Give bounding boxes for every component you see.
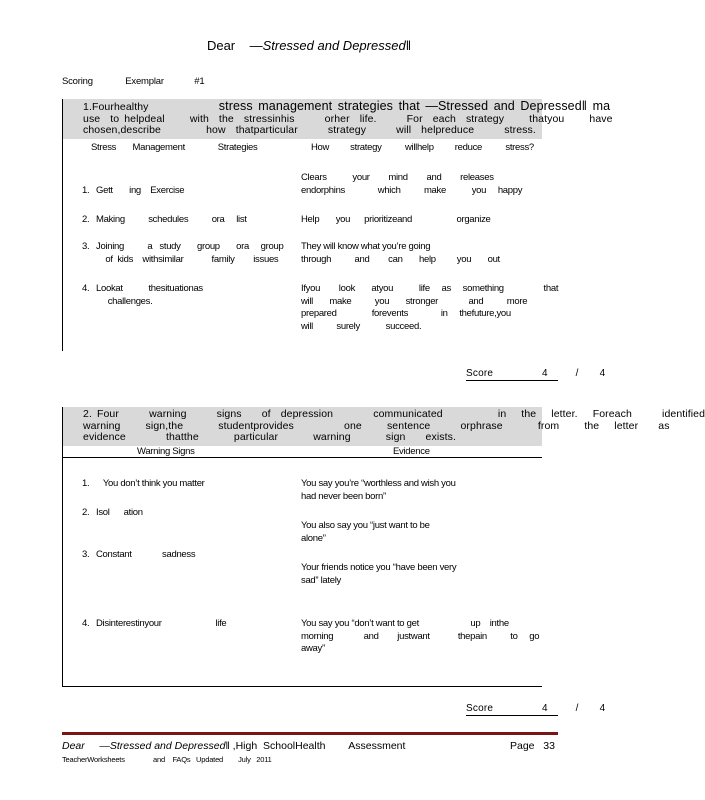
exemplar-number: #1 — [194, 76, 205, 87]
row-number: 1. — [82, 478, 90, 489]
q1-score — [466, 368, 605, 379]
strategy-reason: Help you prioritizeand organize — [301, 214, 491, 225]
score-label: Score — [466, 368, 494, 379]
warning-sign: Isol ation — [96, 507, 143, 518]
q2-score — [466, 703, 605, 714]
q1-col-strategy: Stress Management Strategies — [91, 141, 258, 153]
q2-col-warning-signs: Warning Signs — [137, 445, 195, 457]
title-dear: Dear — [206, 38, 236, 53]
strategy-text: Joining a study group ora group of kids withsimilar family issues — [96, 241, 284, 265]
scoring-label: Scoring — [62, 76, 93, 87]
footer-rule — [62, 732, 558, 735]
row-number: 3. — [82, 241, 90, 252]
question-1-prompt — [63, 99, 613, 139]
row-number: 3. — [82, 549, 90, 560]
scoring-header — [62, 76, 204, 87]
footer-dear: Dear — [62, 740, 85, 752]
page-title — [0, 38, 618, 53]
warning-sign: Disinterestinyour life — [96, 618, 227, 629]
evidence-text: You say you “don’t want to get up inthe morning and justwant thepain to go away” — [301, 618, 540, 654]
warning-sign: Constant sadness — [96, 549, 196, 560]
footer-line-2: TeacherWorksheets and FAQs Updated July 2011 — [62, 755, 272, 764]
row-number: 1. — [82, 185, 90, 196]
warning-sign: You don’t think you matter — [96, 478, 205, 489]
q1-prompt-a: 1.Fourhealthy — [83, 101, 149, 113]
page-number: Page 33 — [510, 740, 555, 752]
strategy-reason: Clears your mind and releases endorphins which make you happy — [301, 172, 523, 196]
strategy-text: Making schedules ora list — [96, 214, 247, 225]
q2-prompt-line3: evidence thatthe particular warning sign exists. — [83, 431, 456, 443]
score-label: Score — [466, 703, 494, 714]
q2-column-headers — [63, 446, 542, 458]
strategy-text: Lookat thesituationas challenges. — [96, 283, 203, 307]
evidence-text: Your friends notice you “have been very sad” lately — [301, 562, 457, 586]
footer-italic-title: —Stressed and Depressed‖ — [99, 740, 230, 752]
row-number: 4. — [82, 618, 90, 629]
q1-col-how: How strategy willhelp reduce stress? — [311, 141, 534, 153]
q2-col-evidence: Evidence — [393, 445, 430, 457]
footer-title — [62, 740, 405, 752]
strategy-reason: Ifyou look atyou life as something that will make you stronger and more prepared forevents in thefuture,you will surely succeed. — [301, 283, 559, 332]
score-value: 4 / 4 — [541, 703, 606, 714]
strategy-reason: They will know what you’re going through and can help you out — [301, 241, 500, 265]
footer-rest: ,High SchoolHealth Assessment — [229, 740, 406, 752]
row-number: 4. — [82, 283, 90, 294]
q2-prompt-line1: 2. Four warning signs of depression communicated in the letter. Foreach identified — [83, 408, 705, 420]
q1-prompt-b: stress management strategies that —Stressed and Depressed‖ ma — [218, 99, 611, 113]
question-2-prompt — [63, 407, 705, 446]
evidence-text: You say you’re “worthless and wish you had never been born” — [301, 478, 456, 502]
exemplar-label: Exemplar — [125, 76, 164, 87]
strategy-text: Gett ing Exercise — [96, 185, 185, 196]
q1-score-underline — [466, 380, 558, 381]
q1-column-headers — [63, 139, 542, 163]
q2-prompt-line2: warning sign,the studentprovides one sentence orphrase from the letter as — [83, 419, 670, 432]
title-italic: —Stressed and Depressed‖ — [249, 38, 412, 53]
q1-prompt-line2: use to helpdeal with the stressinhis orher life. For each strategy thatyou have — [83, 112, 613, 125]
row-number: 2. — [82, 507, 90, 518]
evidence-text: You also say you “just want to be alone” — [301, 520, 430, 544]
q1-prompt-line3: chosen,describe how thatparticular strategy will helpreduce stress. — [83, 124, 536, 136]
score-value: 4 / 4 — [541, 368, 606, 379]
row-number: 2. — [82, 214, 90, 225]
q2-score-underline — [466, 715, 558, 716]
